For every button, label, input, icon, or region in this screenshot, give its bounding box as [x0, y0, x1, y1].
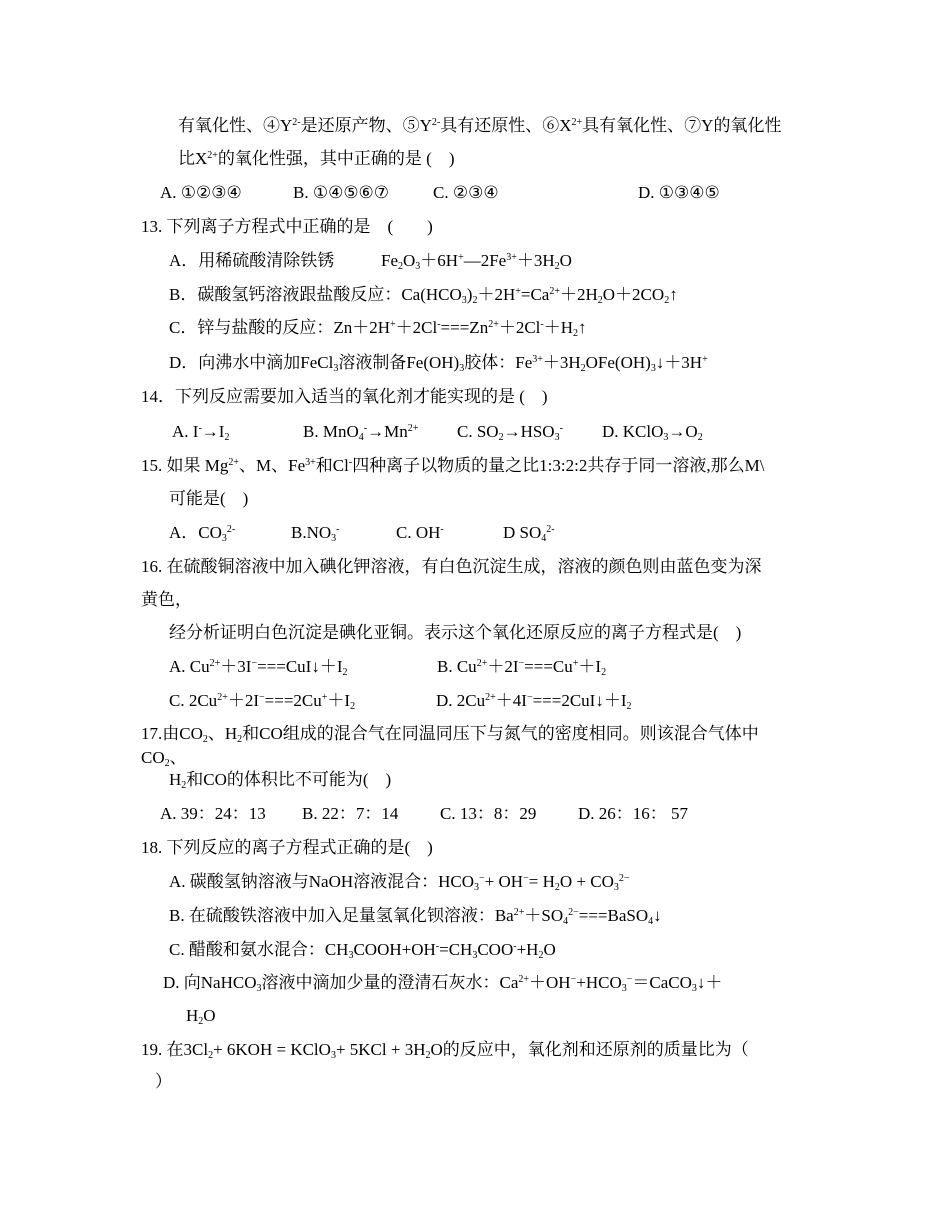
q12-option-a: A. ①②③④	[160, 183, 242, 202]
q13-option-b: B．碳酸氢钙溶液跟盐酸反应：$Ca(HCO_3)_2+2H^+=Ca^{2+}+2H_2O+2CO_2↑$	[169, 285, 678, 306]
q17-option-a: A. 39：24：13	[160, 804, 266, 823]
q17-stem-line-3: $H_2$和CO的体积比不可能为( )	[169, 770, 392, 791]
q12-continuation-line-1: 有氧化性、$④Y^{2-}$是还原产物、$⑤Y^{2-}$具有还原性、$⑥X^{2+}$具有氧化性、⑦Y的氧化性	[178, 116, 782, 135]
q17-options	[160, 802, 688, 826]
q19-stem-line-2: ）	[155, 1072, 172, 1091]
q12-option-b: B. ①④⑤⑥⑦	[293, 183, 390, 202]
q18-option-d: D. 向NaHCO$_3$溶液中滴加少量的澄清石灰水：$Ca^{2+}+OH^-+HCO_3^-=CaCO_3↓+$	[163, 973, 723, 994]
q18-stem: 18. 下列反应的离子方程式正确的是( )	[141, 838, 433, 857]
q16-stem-line-3: 经分析证明白色沉淀是碘化亚铜。表示这个氧化还原反应的离子方程式是( )	[169, 623, 742, 642]
q14-stem: 14．下列反应需要加入适当的氧化剂才能实现的是 ( )	[141, 387, 548, 406]
q18-option-d-line-2: $H_2O$	[186, 1006, 216, 1027]
q18-option-c: C. 醋酸和氨水混合：$CH_3COOH+OH^-=CH_3COO^-+H_2O$	[169, 940, 556, 961]
q18-option-b: B. 在硫酸铁溶液中加入足量氢氧化钡溶液：$Ba^{2+}+SO_4^{2-}===BaSO_4↓$	[169, 906, 662, 927]
q12-options	[160, 181, 720, 205]
q12-option-d: D. ①③④⑤	[638, 183, 720, 202]
q13-option-d: D．向沸水中滴加FeCl$_3$溶液制备$Fe(OH)_3$胶体：$Fe^{3+}+3H_2OFe(OH)_3↓+3H^+$	[169, 353, 708, 374]
q13-stem: 13. 下列离子方程式中正确的是 ( )	[141, 217, 433, 236]
q17-stem-line-2: $CO_2$、	[141, 748, 187, 769]
q12-continuation-line-2: 比$X^{2+}$的氧化性强，其中正确的是 ( )	[178, 149, 455, 168]
q17-option-d: D. 26：16： 57	[578, 804, 689, 823]
q16-options-row-1: A. $Cu^{2+}+3I^-===CuI↓+I_2$ B. $Cu^{2+}+2I^-===Cu^++I_2$	[169, 657, 607, 678]
q14-options: A. $I^-\to I_2$ B. $MnO_4^-\to Mn^{2+}$ C. $SO_2\to HSO_3^-$ D. $KClO_3\to O_2$	[172, 422, 703, 443]
q15-options: A．$CO_3^{2-}$ $B.NO_3^-$ C. OH- D $SO_4^{2-}$	[169, 523, 555, 544]
q17-stem: 17.由$CO_2$、$H_2$和CO组成的混合气在同温同压下与氮气的密度相同。则该混合气体中	[141, 724, 759, 745]
q16-stem: 16. 在硫酸铜溶液中加入碘化钾溶液，有白色沉淀生成，溶液的颜色则由蓝色变为深	[141, 557, 762, 576]
q15-stem: 15. 如果 $Mg^{2+}$、M、$Fe^{3+}$和Cl-四种离子以物质的量之比1:3:2:2共存于同一溶液,那么M\	[141, 456, 765, 475]
q15-stem-line-2: 可能是( )	[169, 489, 249, 508]
q16-stem-line-2: 黄色，	[141, 590, 192, 609]
q17-option-b: B. 22：7：14	[302, 804, 399, 823]
q17-option-c: C. 13：8：29	[440, 804, 537, 823]
q13-option-a: A．用稀硫酸清除铁锈 $Fe_2O_3+6H^+—2Fe^{3+}+3H_2O$	[169, 251, 572, 272]
q18-option-a: A. 碳酸氢钠溶液与NaOH溶液混合：$HCO_3^-+ OH^-= H_2O + CO_3^{2-}$	[169, 872, 630, 893]
q19-stem: 19. 在$3Cl_2+ 6KOH$ = KClO$_3$+ $5KCl + 3H_2O$的反应中，氧化剂和还原剂的质量比为（	[141, 1040, 749, 1061]
q16-options-row-2: C. $2Cu^{2+}+2I^-===2Cu^++I_2$ D. $2Cu^{2+}+4I^-===2CuI↓+I_2$	[169, 691, 632, 712]
q12-option-c: C. ②③④	[433, 183, 499, 202]
q13-option-c: C．锌与盐酸的反应：$Zn+2H^++2Cl^-===Zn^{2+}+2Cl^-+H_2↑$	[169, 318, 587, 339]
